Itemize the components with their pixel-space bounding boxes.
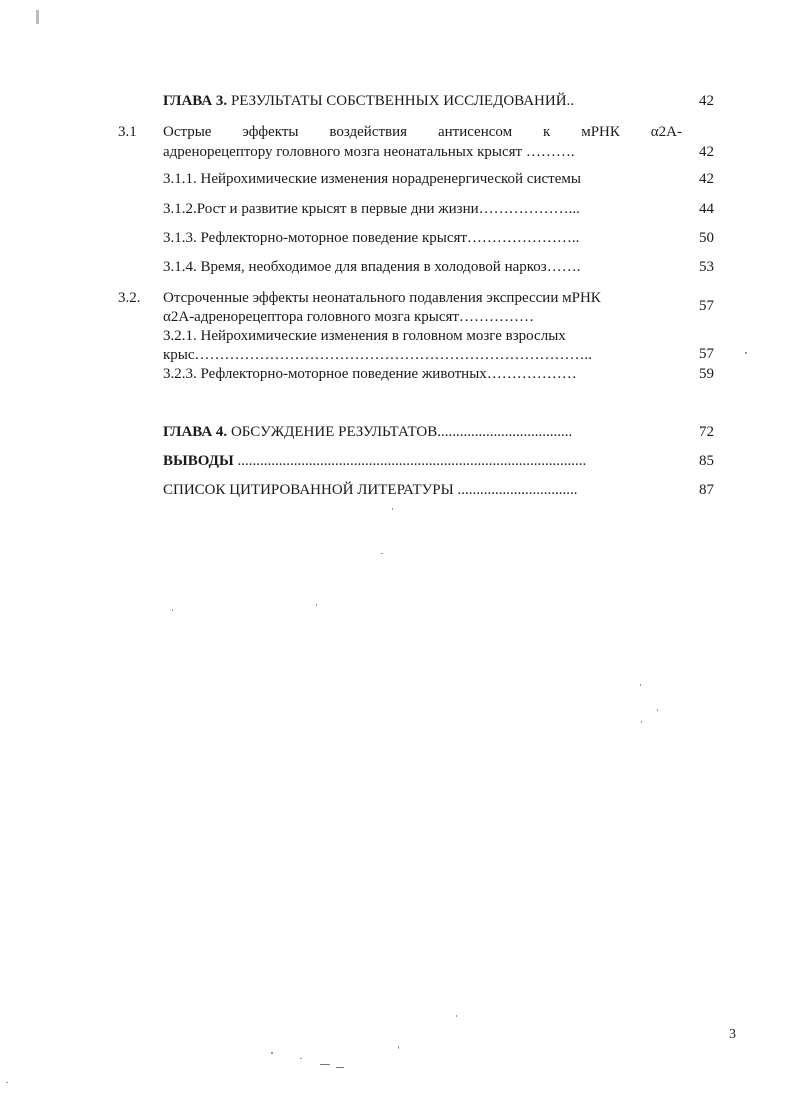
conclusions-dots: ............................................................................................. xyxy=(233,453,587,469)
section-3-2-3-title: 3.2.3. Рефлекторно-моторное поведение животных……………… xyxy=(163,366,577,382)
section-3-2-page: 57 xyxy=(699,298,714,314)
toc-chapter-4 xyxy=(163,423,572,441)
section-3-1-3-title: 3.1.3. Рефлекторно-моторное поведение крысят………………….. xyxy=(163,230,580,246)
scan-speck xyxy=(271,1052,273,1054)
section-3-1-4-page: 53 xyxy=(699,259,714,275)
section-3-2-1-title-line2: крыс…………………………………………………………………….. xyxy=(163,347,593,363)
section-3-2-title-line2: α2А-адренорецептора головного мозга крысят…………… xyxy=(163,309,534,325)
chapter-4-page: 72 xyxy=(699,424,714,440)
section-3-2-1-title-line1: 3.2.1. Нейрохимические изменения в головном мозге взрослых xyxy=(163,328,566,344)
section-3-2-title-line1: Отсроченные эффекты неонатального подавления экспрессии мРНК xyxy=(163,290,601,306)
scan-speck xyxy=(456,1015,457,1017)
scan-speck xyxy=(6,1082,8,1083)
chapter-4-title: ОБСУЖДЕНИЕ РЕЗУЛЬТАТОВ.................................... xyxy=(227,424,573,440)
section-3-1-2-page: 44 xyxy=(699,201,714,217)
scan-speck xyxy=(300,1058,302,1059)
section-3-2-3-page: 59 xyxy=(699,366,714,382)
scan-speck xyxy=(641,721,642,723)
scan-speck xyxy=(745,352,747,354)
section-3-1-title-line1: Острые эффекты воздействия антисенсом к мРНК α2А- xyxy=(163,124,682,140)
conclusions-page: 85 xyxy=(699,453,714,469)
section-3-1-1-title: 3.1.1. Нейрохимические изменения норадренергической системы xyxy=(163,171,581,187)
chapter-4-label: ГЛАВА 4. xyxy=(163,424,228,440)
scan-speck xyxy=(172,609,173,611)
scan-speck xyxy=(336,1067,344,1068)
references-page: 87 xyxy=(699,482,714,498)
section-3-1-1-page: 42 xyxy=(699,171,714,187)
section-3-1-3-page: 50 xyxy=(699,230,714,246)
scan-speck xyxy=(320,1064,330,1065)
section-3-1-2-title: 3.1.2.Рост и развитие крысят в первые дни жизни………………... xyxy=(163,201,580,217)
section-3-1-number: 3.1 xyxy=(118,124,137,140)
references-title: СПИСОК ЦИТИРОВАННОЙ ЛИТЕРАТУРЫ ................................ xyxy=(163,482,578,498)
scan-speck xyxy=(36,10,39,24)
chapter-3-page: 42 xyxy=(699,93,714,109)
section-3-2-number: 3.2. xyxy=(118,290,141,306)
page-number: 3 xyxy=(729,1027,736,1042)
section-3-2-1-page: 57 xyxy=(699,346,714,362)
scan-speck xyxy=(316,604,317,606)
conclusions-title: ВЫВОДЫ xyxy=(163,453,234,469)
scan-speck xyxy=(392,508,393,510)
scan-speck xyxy=(657,709,658,711)
scan-speck xyxy=(381,553,383,554)
toc-chapter-3 xyxy=(163,92,574,110)
toc-conclusions xyxy=(163,452,586,470)
chapter-3-title: РЕЗУЛЬТАТЫ СОБСТВЕННЫХ ИССЛЕДОВАНИЙ.. xyxy=(227,93,575,109)
chapter-3-label: ГЛАВА 3. xyxy=(163,93,228,109)
section-3-1-4-title: 3.1.4. Время, необходимое для впадения в холодовой наркоз……. xyxy=(163,259,581,275)
scan-speck xyxy=(640,684,641,686)
section-3-1-page: 42 xyxy=(699,144,714,160)
scan-speck xyxy=(398,1046,399,1049)
section-3-1-title-line2: адренорецептору головного мозга неонатальных крысят ………. xyxy=(163,144,575,160)
